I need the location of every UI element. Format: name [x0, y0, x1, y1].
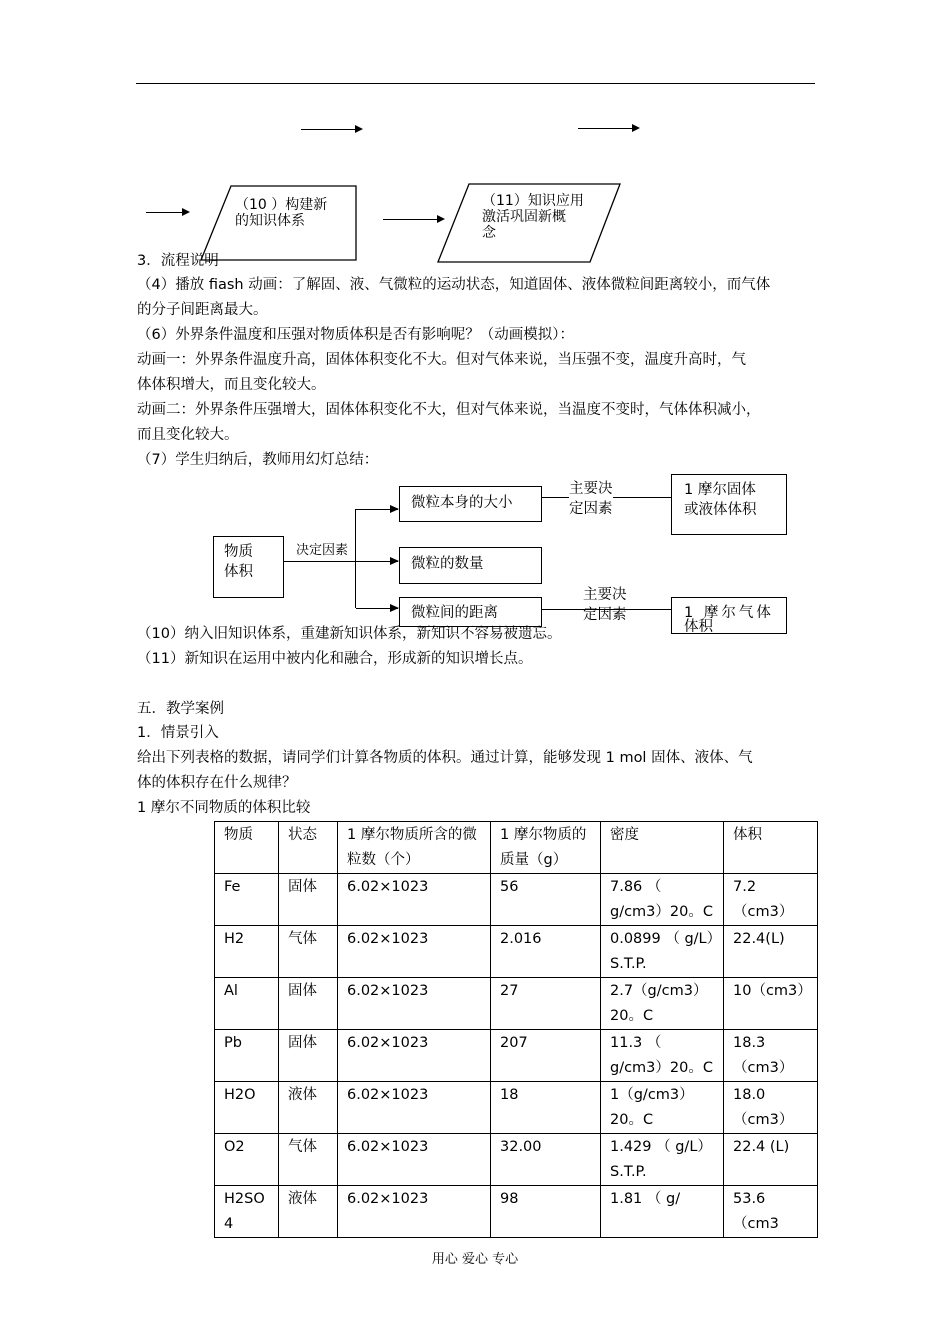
table-cell: 27: [491, 978, 601, 1030]
table-cell: 固体: [279, 1030, 338, 1082]
table-header-cell: 密度: [601, 822, 724, 874]
diagram-factor-count-label: 微粒的数量: [411, 556, 484, 572]
diagram-spine: [355, 509, 356, 608]
flow-box-11-line1: （11）知识应用: [482, 193, 584, 209]
table-cell: 53.6（cm3: [724, 1186, 818, 1238]
table-header-cell: 状态: [279, 822, 338, 874]
table-header-cell: 1 摩尔物质所含的微粒数（个）: [338, 822, 491, 874]
table-cell: 18: [491, 1082, 601, 1134]
diagram-result-2-line1: 1 摩尔气体: [684, 605, 774, 621]
flow-box-11-text: [482, 193, 608, 241]
diagram-main-factor-1-line2: 定因素: [569, 501, 613, 517]
table-cell: 固体: [279, 874, 338, 926]
table-cell: 32.00: [491, 1134, 601, 1186]
diagram-factor-size: [399, 486, 542, 522]
table-cell: 7.86 （ g/cm3）20。C: [601, 874, 724, 926]
text-line: 体的体积存在什么规律？: [137, 775, 297, 791]
table-cell: 6.02×1023: [338, 874, 491, 926]
text-line: 动画二：外界条件压强增大，固体体积变化不大，但对气体来说，当温度不变时，气体体积减小，: [137, 402, 761, 418]
diagram-result-solid-liquid: [671, 474, 787, 535]
diagram-root-line2: 体积: [224, 564, 253, 580]
diagram-factor-count: [399, 547, 542, 584]
table-cell: Fe: [215, 874, 279, 926]
text-line: （7）学生归纳后，教师用幻灯总结：: [137, 452, 379, 468]
diagram-main-factor-2-line2: 定因素: [583, 607, 627, 623]
table-cell: 1.429 （ g/L）S.T.P.: [601, 1134, 724, 1186]
table-cell: H2SO4: [215, 1186, 279, 1238]
diagram-factor-distance: [399, 597, 542, 627]
diagram-root-box: [213, 536, 284, 598]
diagram-result-gas: [671, 597, 787, 634]
diagram-factor-distance-label: 微粒间的距离: [411, 605, 498, 621]
text-line: 的分子间距离最大。: [137, 302, 268, 318]
diagram-main-factor-2-line1: 主要决: [583, 587, 627, 603]
table-row: [215, 978, 818, 1030]
table-cell: Pb: [215, 1030, 279, 1082]
text-line: （4）播放 fiash 动画：了解固、液、气微粒的运动状态，知道固体、液体微粒间距离较小，而气体: [137, 277, 771, 293]
diagram-connector: [284, 561, 356, 562]
table-header-cell: 1 摩尔物质的质量（g）: [491, 822, 601, 874]
table-cell: 98: [491, 1186, 601, 1238]
table-cell: H2O: [215, 1082, 279, 1134]
table-cell: 气体: [279, 1134, 338, 1186]
table-row: [215, 1030, 818, 1082]
text-line: 体体积增大，而且变化较大。: [137, 377, 326, 393]
table-cell: 6.02×1023: [338, 978, 491, 1030]
table-row: [215, 1134, 818, 1186]
flow-box-11-line3: 念: [482, 225, 496, 241]
table-cell: H2: [215, 926, 279, 978]
table-cell: 10（cm3）: [724, 978, 818, 1030]
diagram-arrow-3: [356, 608, 398, 609]
text-line: （10）纳入旧知识体系，重建新知识体系，新知识不容易被遗忘。: [137, 626, 562, 642]
diagram-edge-label: 决定因素: [296, 543, 349, 558]
diagram-main-factor-1: [569, 479, 613, 519]
table-cell: 固体: [279, 978, 338, 1030]
table-cell: 11.3 （ g/cm3）20。C: [601, 1030, 724, 1082]
table-header-row: [215, 822, 818, 874]
table-row: [215, 1082, 818, 1134]
diagram-arrow-2: [356, 561, 398, 562]
table-cell: 0.0899 （ g/L）S.T.P.: [601, 926, 724, 978]
table-cell: O2: [215, 1134, 279, 1186]
table-cell: 22.4 (L): [724, 1134, 818, 1186]
table-cell: 液体: [279, 1082, 338, 1134]
table-cell: 气体: [279, 926, 338, 978]
table-cell: 56: [491, 874, 601, 926]
table-body: [215, 874, 818, 1238]
table-cell: 6.02×1023: [338, 926, 491, 978]
table-cell: 1（g/cm3）20。C: [601, 1082, 724, 1134]
table-cell: 1.81 （ g/: [601, 1186, 724, 1238]
diagram-factor-size-label: 微粒本身的大小: [411, 495, 513, 511]
table-caption: 1 摩尔不同物质的体积比较: [137, 800, 311, 816]
diagram-arrow-1: [356, 509, 398, 510]
table-cell: 6.02×1023: [338, 1186, 491, 1238]
table-cell: 207: [491, 1030, 601, 1082]
table-cell: 2.016: [491, 926, 601, 978]
table-header-cell: 物质: [215, 822, 279, 874]
subsection-heading: 1．情景引入: [137, 725, 219, 741]
text-line: 3．流程说明: [137, 253, 219, 269]
section-heading: 五．教学案例: [137, 701, 224, 717]
table-header-cell: 体积: [724, 822, 818, 874]
table-cell: 6.02×1023: [338, 1030, 491, 1082]
table-row: [215, 926, 818, 978]
table-cell: 液体: [279, 1186, 338, 1238]
text-line: 给出下列表格的数据，请同学们计算各物质的体积。通过计算，能够发现 1 mol 固体、液体、气: [137, 750, 753, 766]
flow-box-10-line1: （10 ）构建新: [235, 197, 328, 213]
table-row: [215, 1186, 818, 1238]
diagram-result-2-line2: 体积: [684, 619, 713, 635]
text-line: （11）新知识在运用中被内化和融合，形成新的知识增长点。: [137, 651, 533, 667]
table-cell: 22.4(L): [724, 926, 818, 978]
diagram-result-1-line2: 或液体体积: [684, 502, 757, 518]
text-line: （6）外界条件温度和压强对物质体积是否有影响呢？（动画模拟）：: [137, 327, 574, 343]
diagram-root-line1: 物质: [224, 544, 253, 560]
volume-comparison-table: [214, 821, 818, 1238]
table-cell: 7.2（cm3）: [724, 874, 818, 926]
diagram-result-1-line1: 1 摩尔固体: [684, 482, 756, 498]
flow-box-10-line2: 的知识体系: [235, 213, 305, 229]
table-cell: 18.0（cm3）: [724, 1082, 818, 1134]
flow-parallelograms: [0, 0, 950, 270]
table-cell: 6.02×1023: [338, 1134, 491, 1186]
table-cell: 2.7（g/cm3）20。C: [601, 978, 724, 1030]
table-cell: 18.3（cm3）: [724, 1030, 818, 1082]
diagram-main-factor-2: [583, 585, 627, 625]
table-cell: 6.02×1023: [338, 1082, 491, 1134]
flow-box-11-line2: 激活巩固新概: [482, 209, 566, 225]
diagram-main-factor-1-line1: 主要决: [569, 481, 613, 497]
flow-box-10-text: [235, 197, 351, 229]
text-line: 而且变化较大。: [137, 427, 239, 443]
text-line: 动画一：外界条件温度升高，固体体积变化不大。但对气体来说，当压强不变，温度升高时，气: [137, 352, 746, 368]
table-row: [215, 874, 818, 926]
table-cell: Al: [215, 978, 279, 1030]
page-footer: 用心 爱心 专心: [431, 1252, 519, 1267]
